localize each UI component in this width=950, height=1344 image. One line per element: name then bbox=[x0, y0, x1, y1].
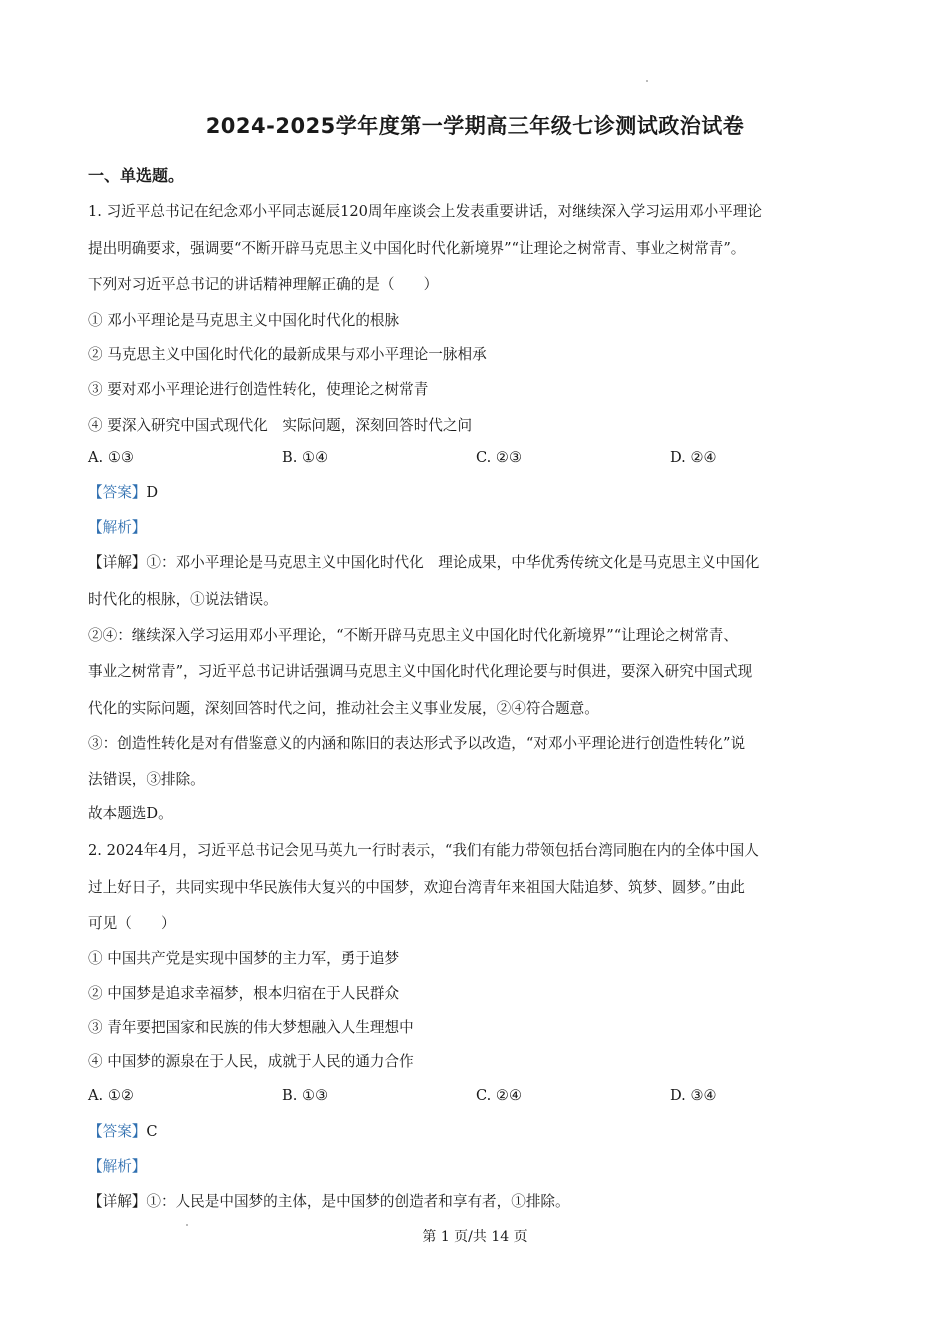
q1-statement: ② 马克思主义中国化时代化的最新成果与邓小平理论一脉相承 bbox=[88, 346, 487, 363]
q1-detail-line bbox=[88, 553, 759, 573]
q1-option-c: C. ②③ bbox=[476, 449, 523, 466]
q1-analysis-tag: 【解析】 bbox=[88, 519, 147, 536]
detail-text: ①：人民是中国梦的主体，是中国梦的创造者和享有者，①排除。 bbox=[146, 1193, 570, 1210]
q2-statement: ① 中国共产党是实现中国梦的主力军，勇于追梦 bbox=[88, 950, 400, 967]
answer-value: C bbox=[146, 1123, 158, 1140]
q1-detail-line: 事业之树常青”，习近平总书记讲话强调马克思主义中国化时代化理论要与时俱进，要深入研究中国式现 bbox=[88, 663, 753, 680]
detail-text: ①：邓小平理论是马克思主义中国化时代化 理论成果，中华优秀传统文化是马克思主义中国化 bbox=[146, 554, 760, 571]
q1-stem-line: 1. 习近平总书记在纪念邓小平同志诞辰120周年座谈会上发表重要讲话，对继续深入学习运用邓小平理论 bbox=[88, 203, 762, 220]
q2-stem-line: 2. 2024年4月，习近平总书记会见马英九一行时表示，“我们有能力带领包括台湾同胞在内的全体中国人 bbox=[88, 842, 759, 859]
page-title: 2024-2025学年度第一学期高三年级七诊测试政治试卷 bbox=[205, 114, 745, 138]
q1-stem-line: 下列对习近平总书记的讲话精神理解正确的是（ ） bbox=[88, 276, 439, 293]
q2-detail-line bbox=[88, 1192, 570, 1212]
q2-statement: ③ 青年要把国家和民族的伟大梦想融入人生理想中 bbox=[88, 1019, 414, 1036]
q2-analysis-tag: 【解析】 bbox=[88, 1158, 147, 1175]
q2-stem-line: 可见（ ） bbox=[88, 915, 176, 932]
q2-option-a: A. ①② bbox=[88, 1087, 134, 1104]
detail-tag: 【详解】 bbox=[88, 554, 147, 571]
q1-option-d: D. ②④ bbox=[670, 449, 717, 466]
q1-detail-line: ③：创造性转化是对有借鉴意义的内涵和陈旧的表达形式予以改造，“对邓小平理论进行创造性转化”说 bbox=[88, 735, 746, 752]
q1-statement: ① 邓小平理论是马克思主义中国化时代化的根脉 bbox=[88, 312, 400, 329]
q1-conclusion: 故本题选D。 bbox=[88, 805, 173, 822]
detail-tag: 【详解】 bbox=[88, 1193, 147, 1210]
q1-detail-line: 法错误，③排除。 bbox=[88, 771, 205, 788]
q1-detail-line: 代化的实际问题，深刻回答时代之问，推动社会主义事业发展，②④符合题意。 bbox=[88, 700, 599, 717]
q2-stem-line: 过上好日子，共同实现中华民族伟大复兴的中国梦，欢迎台湾青年来祖国大陆追梦、筑梦、圆梦。”由此 bbox=[88, 879, 745, 896]
q1-option-a: A. ①③ bbox=[88, 449, 134, 466]
answer-value: D bbox=[146, 484, 159, 501]
q1-stem-line: 提出明确要求，强调要“不断开辟马克思主义中国化时代化新境界”“让理论之树常青、事业之树常青”。 bbox=[88, 240, 746, 257]
q2-option-c: C. ②④ bbox=[476, 1087, 523, 1104]
page-footer: 第 1 页/共 14 页 bbox=[422, 1229, 528, 1245]
q2-statement: ② 中国梦是追求幸福梦，根本归宿在于人民群众 bbox=[88, 985, 400, 1002]
q1-option-b: B. ①④ bbox=[282, 449, 329, 466]
section-heading: 一、单选题。 bbox=[88, 166, 185, 185]
scan-dot bbox=[646, 80, 648, 82]
q2-statement: ④ 中国梦的源泉在于人民，成就于人民的通力合作 bbox=[88, 1053, 414, 1070]
q1-answer bbox=[88, 483, 158, 503]
q2-answer bbox=[88, 1122, 158, 1142]
q1-detail-line: 时代化的根脉，①说法错误。 bbox=[88, 591, 278, 608]
q1-detail-line: ②④：继续深入学习运用邓小平理论，“不断开辟马克思主义中国化时代化新境界”“让理论之树常青、 bbox=[88, 627, 738, 644]
q2-option-b: B. ①③ bbox=[282, 1087, 329, 1104]
q2-option-d: D. ③④ bbox=[670, 1087, 717, 1104]
q1-statement: ③ 要对邓小平理论进行创造性转化，使理论之树常青 bbox=[88, 381, 429, 398]
answer-tag: 【答案】 bbox=[88, 484, 147, 501]
answer-tag: 【答案】 bbox=[88, 1123, 147, 1140]
q1-statement: ④ 要深入研究中国式现代化 实际问题，深刻回答时代之问 bbox=[88, 417, 473, 434]
